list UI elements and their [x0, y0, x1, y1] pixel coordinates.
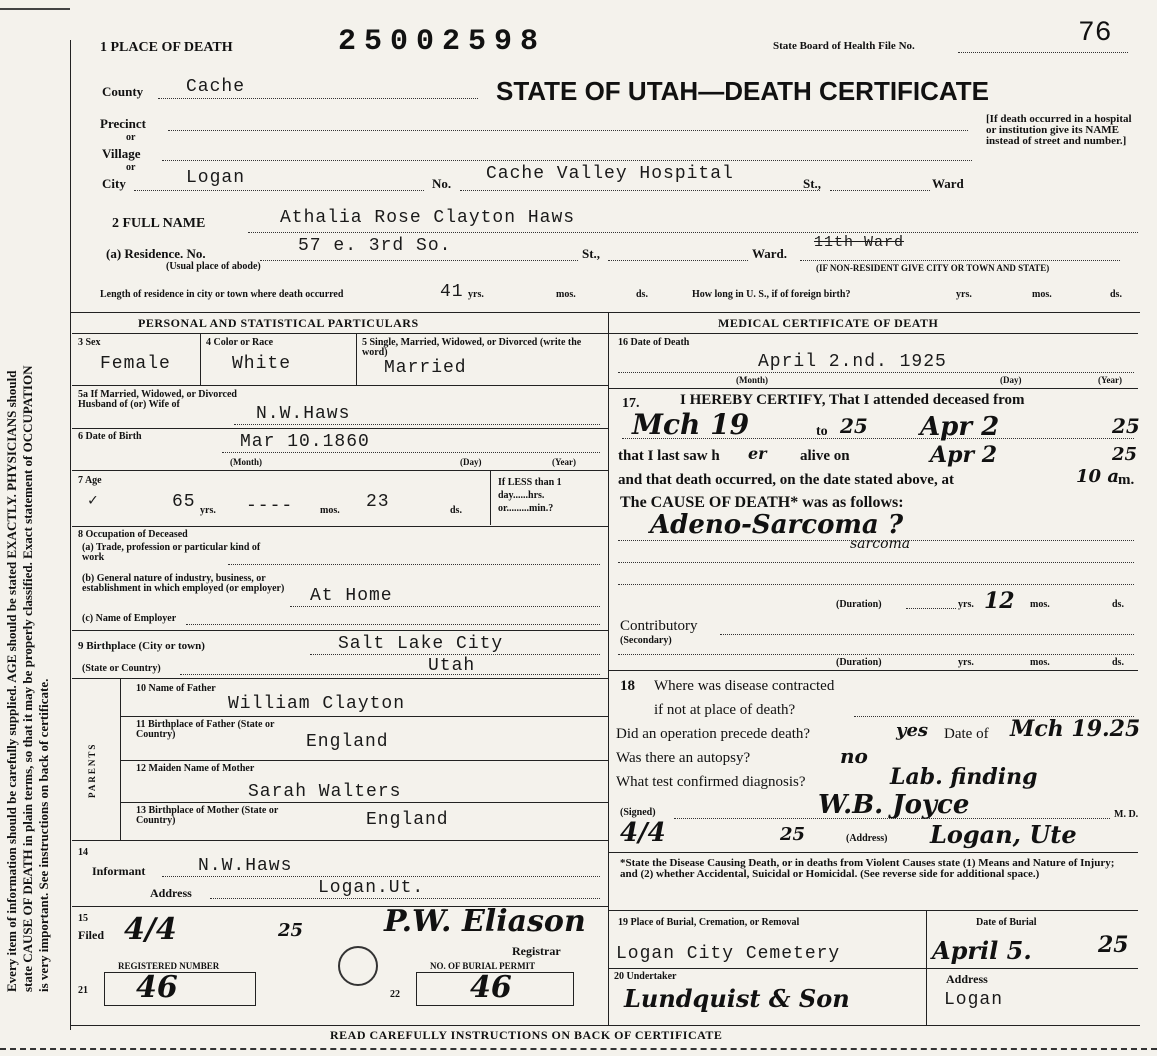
- birthplace-state: Utah: [428, 656, 476, 676]
- autopsy-answer: no: [840, 744, 868, 768]
- mother-name: Sarah Walters: [248, 782, 402, 802]
- certificate-title: STATE OF UTAH—DEATH CERTIFICATE: [496, 76, 989, 106]
- file-number-label: State Board of Health File No.: [773, 40, 915, 52]
- parents-label: PARENTS: [87, 742, 97, 798]
- cause-footnote: *State the Disease Causing Death, or in deaths from Violent Causes state (1) Means and Nature of Injury; and (2) whether Accidental, Suicidal or Homicidal. (See reverse side for additional space.): [620, 857, 1115, 880]
- occupation-value: At Home: [310, 586, 393, 606]
- registrar-stamp: [338, 946, 378, 986]
- city-value: Logan: [186, 168, 246, 188]
- file-number: 76: [1078, 18, 1112, 49]
- ward-value: 11th Ward: [814, 234, 905, 251]
- full-name-label: 2 FULL NAME: [112, 216, 206, 231]
- county-label: County: [102, 84, 144, 99]
- medical-heading: MEDICAL CERTIFICATE OF DEATH: [718, 316, 939, 330]
- sex-value: Female: [100, 354, 171, 374]
- cause-label: The CAUSE OF DEATH* was as follows:: [620, 494, 904, 511]
- birthplace-city: Salt Lake City: [338, 634, 504, 654]
- informant-address: Logan.Ut.: [318, 878, 425, 898]
- filed-date: 4/4: [124, 912, 177, 947]
- residence-label: (a) Residence. No.: [106, 246, 206, 261]
- registrar-signature: P.W. Eliason: [384, 904, 586, 939]
- physician-address: Logan, Ute: [930, 820, 1077, 849]
- length-residence-label: Length of residence in city or town where death occurred: [100, 289, 344, 300]
- spouse-value: N.W.Haws: [256, 404, 351, 424]
- residence-value: 57 e. 3rd So.: [298, 236, 452, 256]
- signed-date: 4/4: [620, 818, 666, 848]
- personal-heading: PERSONAL AND STATISTICAL PARTICULARS: [138, 316, 419, 330]
- side-instructions-1: Every item of information should be carefully supplied. AGE should be stated EXACTLY. PHYSICIANS should: [4, 370, 19, 992]
- street-value: Cache Valley Hospital: [486, 164, 734, 184]
- father-birthplace: England: [306, 732, 389, 752]
- burial-date: April 5.: [932, 936, 1032, 965]
- attended-to: Apr 2: [920, 412, 1000, 442]
- length-residence-years: 41: [440, 282, 464, 302]
- mother-birthplace: England: [366, 810, 449, 830]
- test-answer: Lab. finding: [890, 764, 1038, 790]
- duration-months: 12: [984, 588, 1015, 614]
- operation-answer: yes: [896, 720, 929, 741]
- physician-signature: W.B. Joyce: [818, 790, 970, 820]
- attended-from: Mch 19: [632, 408, 750, 441]
- time-of-death: 10 a: [1076, 466, 1119, 487]
- precinct-label: Precinct: [100, 116, 146, 131]
- filed-year: 25: [278, 920, 304, 941]
- status-value: Married: [384, 358, 467, 378]
- full-name-value: Athalia Rose Clayton Haws: [280, 208, 576, 228]
- alive-on-date: Apr 2: [930, 442, 998, 468]
- age-months: ----: [246, 496, 294, 516]
- burial-place: Logan City Cemetery: [616, 944, 841, 964]
- operation-date: Mch 19.25: [1010, 716, 1141, 742]
- undertaker-address: Logan: [944, 990, 1004, 1010]
- age-days: 23: [366, 492, 390, 512]
- footer-instructions: READ CAREFULLY INSTRUCTIONS ON BACK OF CERTIFICATE: [330, 1028, 723, 1042]
- place-of-death-label: 1 PLACE OF DEATH: [100, 40, 233, 55]
- burial-permit-number: 46: [470, 970, 512, 1005]
- dob-value: Mar 10.1860: [240, 432, 370, 452]
- father-name: William Clayton: [228, 694, 406, 714]
- county-value: Cache: [186, 77, 246, 97]
- date-of-death: April 2.nd. 1925: [758, 352, 947, 372]
- age-years: 65: [172, 492, 196, 512]
- village-label: Village: [102, 146, 141, 161]
- informant-name: N.W.Haws: [198, 856, 293, 876]
- side-instructions-2: state CAUSE OF DEATH in plain terms, so that it may be properly classified. Exact statement of OCCUPATION: [20, 365, 35, 992]
- undertaker-signature: Lundquist & Son: [624, 984, 850, 1013]
- city-label: City: [102, 176, 126, 191]
- certificate-number: 25002598: [338, 25, 547, 59]
- hospital-note: [If death occurred in a hospital or institution give its NAME instead of street and number.]: [986, 113, 1132, 147]
- registered-number: 46: [136, 970, 178, 1005]
- certify-statement: I HEREBY CERTIFY, That I attended deceased from: [680, 392, 1025, 408]
- color-value: White: [232, 354, 292, 374]
- cause-of-death: Adeno-Sarcoma ?: [650, 510, 904, 540]
- side-instructions-3: is very important. See instructions on back of certificate.: [36, 678, 51, 992]
